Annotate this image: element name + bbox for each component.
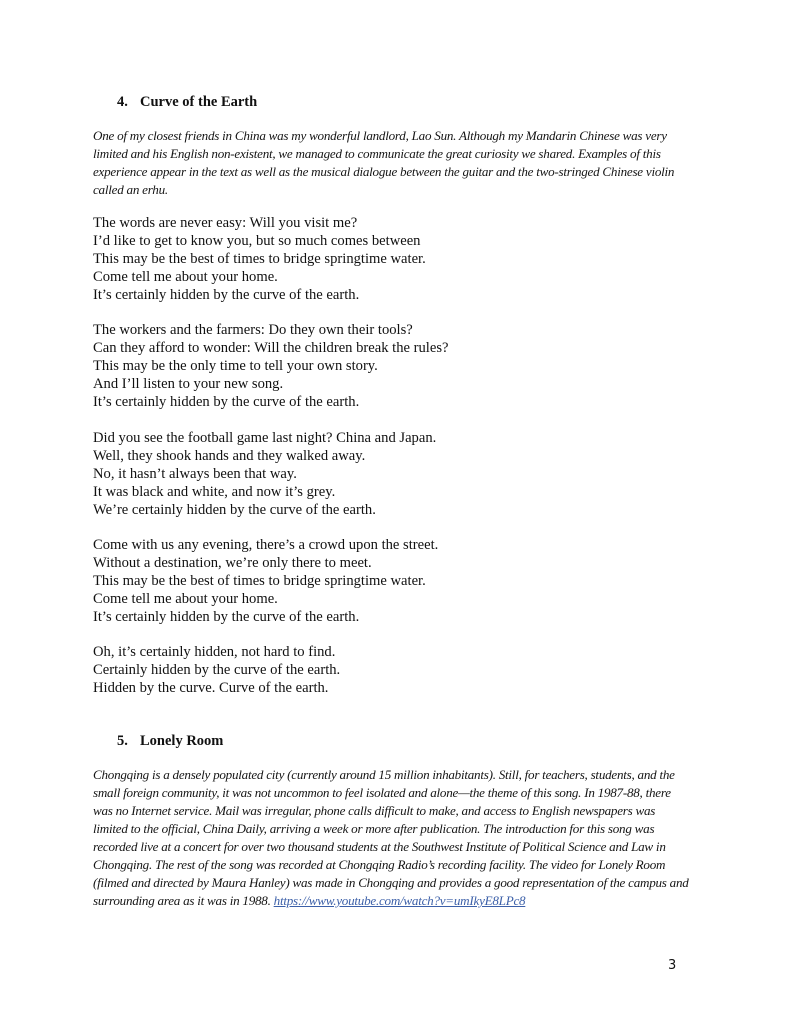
section-title: Curve of the Earth (140, 94, 258, 110)
song-note-lonely-room (93, 766, 713, 910)
lyrics-stanza-5 (93, 644, 340, 698)
lyric-line: No, it hasn’t always been that way. (93, 465, 297, 482)
lyric-line: And I’ll listen to your new song. (93, 375, 284, 392)
lyric-line: Without a destination, we’re only there to meet. (93, 554, 372, 571)
note-line: recorded live at a concert for over two thousand students at the Southwest Institute of Political Science and Law in (93, 839, 666, 854)
section-number: 5. (117, 733, 128, 749)
section-number: 4. (117, 94, 128, 110)
lyric-line: Did you see the football game last night? China and Japan. (93, 430, 437, 446)
note-line-with-link (93, 892, 713, 910)
lyric-line: The words are never easy: Will you visit me? (93, 215, 358, 231)
lyric-line: This may be the best of times to bridge springtime water. (93, 572, 426, 589)
note-line: small foreign community, it was not uncommon to feel isolated and alone—the theme of this song. In 1987-88, there (93, 785, 671, 800)
note-line: Chongqing. The rest of the song was recorded at Chongqing Radio’s recording facility. The video for Lonely Room (93, 857, 666, 872)
lyric-line: Oh, it’s certainly hidden, not hard to find. (93, 644, 336, 660)
lyric-line: Come with us any evening, there’s a crowd upon the street. (93, 537, 439, 553)
lyric-line: Come tell me about your home. (93, 268, 278, 285)
note-line: (filmed and directed by Maura Hanley) was made in Chongqing and provides a good representation of the campus and (93, 875, 689, 890)
lyric-line: I’d like to get to know you, but so much comes between (93, 232, 421, 249)
note-line: called an erhu. (93, 182, 168, 197)
lyrics-stanza-1 (93, 215, 426, 305)
note-line-text: surrounding area as it was in 1988. (93, 893, 274, 908)
section-heading-lonely-room (117, 732, 223, 750)
section-heading-curve-of-the-earth (117, 93, 257, 111)
lyrics-stanza-3 (93, 430, 436, 520)
lyric-line: Well, they shook hands and they walked away. (93, 447, 366, 464)
note-line: experience appear in the text as well as the musical dialogue between the guitar and the two-stringed Chinese violin (93, 164, 675, 179)
lyric-line: It’s certainly hidden by the curve of the earth. (93, 286, 360, 303)
note-line: was no Internet service. Mail was irregular, phone calls difficult to make, and access to English newspapers was (93, 803, 656, 818)
note-line: Chongqing is a densely populated city (currently around 15 million inhabitants). Still, for teachers, students, and the (93, 767, 675, 782)
note-line: limited to the official, China Daily, arriving a week or more after publication. The introduction for this song was (93, 821, 655, 836)
lyric-line: Certainly hidden by the curve of the earth. (93, 661, 341, 678)
lyric-line: Hidden by the curve. Curve of the earth. (93, 679, 329, 696)
lyric-line: Can they afford to wonder: Will the children break the rules? (93, 339, 449, 356)
lyric-line: Come tell me about your home. (93, 590, 278, 607)
note-line: limited and his English non-existent, we managed to communicate the great curiosity we shared. Examples of this (93, 146, 661, 161)
lyric-line: It’s certainly hidden by the curve of the earth. (93, 608, 360, 625)
lyric-line: The workers and the farmers: Do they own their tools? (93, 322, 413, 338)
song-note-curve-of-the-earth (93, 127, 713, 199)
note-line: One of my closest friends in China was my wonderful landlord, Lao Sun. Although my Mandarin Chinese was very (93, 128, 667, 143)
lyric-line: It’s certainly hidden by the curve of the earth. (93, 393, 360, 410)
page-number: 3 (668, 958, 677, 973)
lyrics-stanza-4 (93, 537, 438, 627)
section-title: Lonely Room (140, 733, 224, 749)
lyric-line: We’re certainly hidden by the curve of the earth. (93, 501, 376, 518)
lyric-line: It was black and white, and now it’s grey. (93, 483, 336, 500)
lyric-line: This may be the only time to tell your own story. (93, 357, 378, 374)
lyric-line: This may be the best of times to bridge springtime water. (93, 250, 426, 267)
youtube-video-link[interactable]: https://www.youtube.com/watch?v=umIkyE8LPc8 (273, 893, 526, 908)
lyrics-stanza-2 (93, 322, 449, 412)
